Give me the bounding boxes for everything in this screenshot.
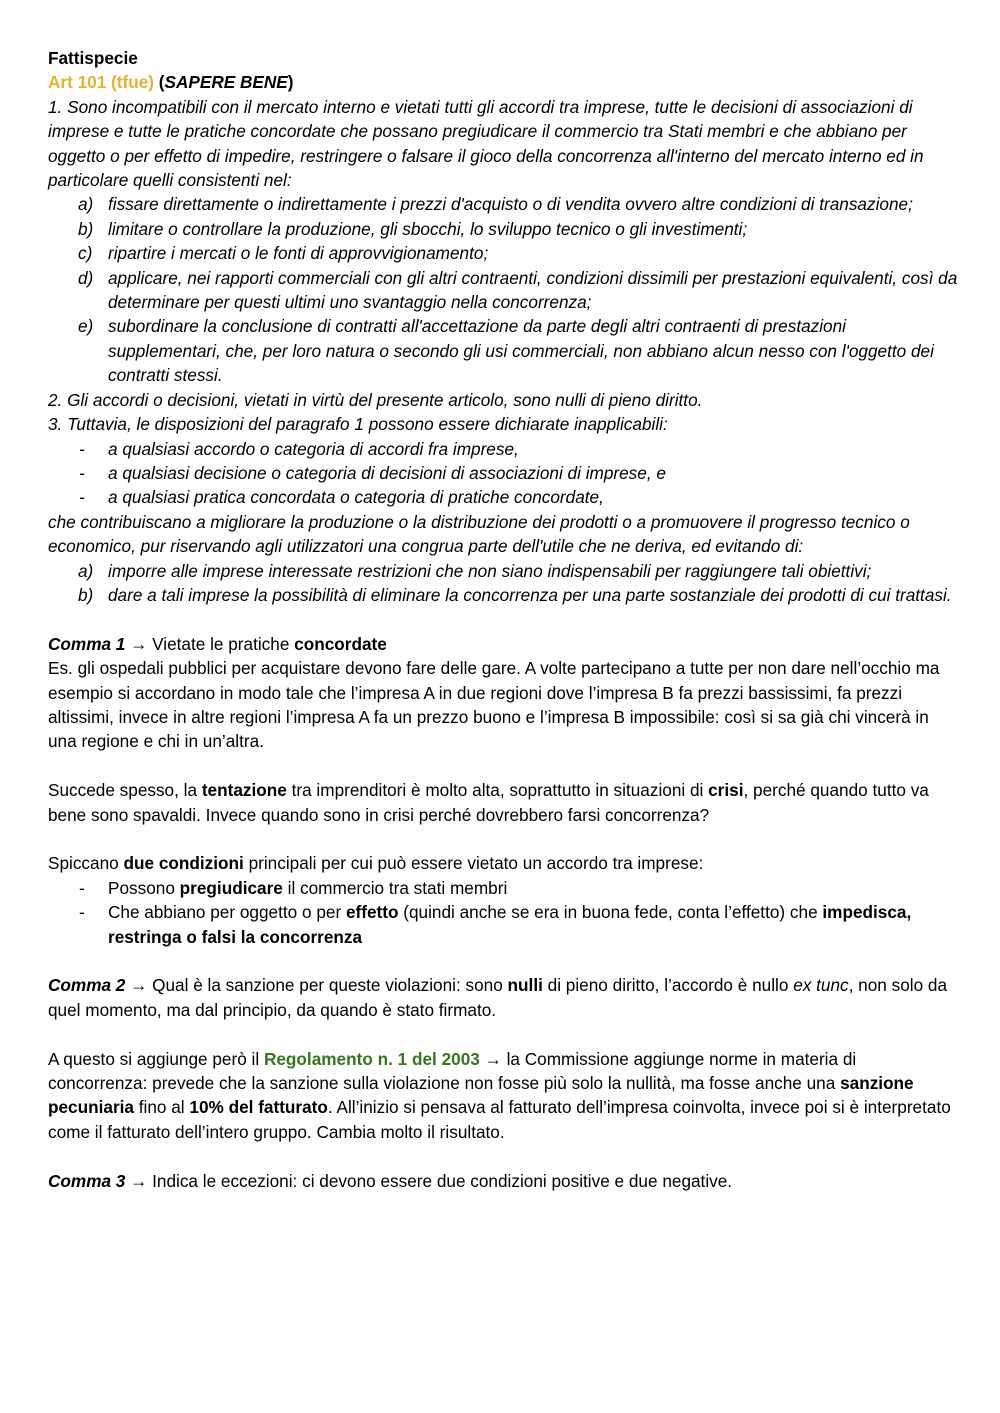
temptation-paragraph: Succede spesso, la tentazione tra imprenditori è molto alta, soprattutto in situazioni di crisi, perché quando tutto va bene sono spavaldi. Invece quando sono in crisi perché dovrebbero farsi concorrenza? [48,780,929,825]
list-item [48,217,958,241]
section-heading: Fattispecie [48,48,138,68]
list-marker: c) [78,243,93,264]
list-item [48,559,958,583]
paragraph-2: 2. Gli accordi o decisioni, vietati in virtù del presente articolo, sono nulli di pieno diritto. [48,389,703,410]
comma-1-heading: Comma 1 → Vietate le pratiche concordate [48,633,387,654]
list-item [48,314,958,387]
list-item [48,241,958,265]
comma-2-paragraph: Comma 2 → Qual è la sanzione per queste violazioni: sono nulli di pieno diritto, l’accordo è nullo ex tunc, non solo da quel momento, ma dal principio, da quando è stato firmato. [48,975,948,1020]
list-item [48,583,958,607]
article-list-3 [48,559,958,608]
list-text: a qualsiasi accordo o categoria di accordi fra imprese, [108,438,519,459]
article-name: Art 101 (tfue) [48,72,155,93]
list-text: subordinare la conclusione di contratti all'accettazione da parte degli altri contraenti di prestazioni supplementari, che, per loro natura o secondo gli usi commerciali, non abbiano alcun nesso con l'oggetto dei contratti stessi. [108,316,934,386]
list-item: - Che abbiano per oggetto o per effetto (quindi anche se era in buona fede, conta l’effetto) che impedisca, restringa o falsi la concorrenza [79,902,912,947]
list-marker: e) [78,316,94,337]
list-item [48,461,958,485]
article-list-1 [48,192,958,387]
comma-3-paragraph: Comma 3 → Indica le eccezioni: ci devono essere due condizioni positive e due negative. [48,1170,733,1191]
list-item: - Possono pregiudicare il commercio tra stati membri [79,877,508,898]
list-marker: a) [78,194,94,215]
list-text: imporre alle imprese interessate restrizioni che non siano indispensabili per raggiungere tali obiettivi; [108,560,872,581]
list-text: dare a tali imprese la possibilità di eliminare la concorrenza per una parte sostanziale dei prodotti di cui trattasi. [108,584,952,605]
comma-1-label: Comma 1 [48,633,126,654]
list-marker: - [79,462,85,483]
list-text: limitare o controllare la produzione, gli sbocchi, lo sviluppo tecnico o gli investimenti; [108,218,748,239]
list-item [48,437,958,461]
list-text: ripartire i mercati o le fonti di approvvigionamento; [108,243,489,264]
list-marker: b) [78,584,94,605]
paragraph-4: che contribuiscano a migliorare la produzione o la distribuzione dei prodotti o a promuovere il progresso tecnico o economico, pur riservando agli utilizzatori una congrua parte dell'utile che ne deriva, ed evitando di: [48,511,910,557]
document-page [48,46,958,1193]
list-text: applicare, nei rapporti commerciali con gli altri contraenti, condizioni dissimili per prestazioni equivalenti, così da determinare per questi ultimi uno svantaggio nella concorrenza; [108,267,958,313]
list-text: fissare direttamente o indirettamente i prezzi d'acquisto o di vendita ovvero altre condizioni di transazione; [108,194,913,215]
conditions-intro: Spiccano due condizioni principali per cui può essere vietato un accordo tra imprese: [48,853,704,874]
article-list-2 [48,437,958,510]
list-marker: d) [78,267,94,288]
comma-1-example: Es. gli ospedali pubblici per acquistare devono fare delle gare. A volte partecipano a tutte per non dare nell’occhio ma esempio si accordano in modo tale che l’impresa A in due regioni dove l’impresa B fa prezzi bassissimi, fa prezzi altissimi, invece in altre regioni l’impresa A fa un prezzo buono e l’impresa B impossibile: così si sa già chi vincerà in una regione e chi in un’altra. [48,658,940,752]
article-note: SAPERE BENE [164,72,288,93]
regolamento-paragraph: A questo si aggiunge però il Regolamento n. 1 del 2003 → la Commissione aggiunge norme in materia di concorrenza: prevede che la sanzione sulla violazione non fosse più solo la nullità, ma fosse anche una sanzione pecuniaria fino al 10% del fatturato. All’inizio si pensava al fatturato dell’impresa coinvolta, invece poi si è interpretato come il fatturato dell’intero gruppo. Cambia molto il risultato. [48,1048,951,1142]
list-item [48,192,958,216]
list-text: a qualsiasi pratica concordata o categoria di pratiche concordate, [108,487,604,508]
article-text [48,95,958,608]
list-text: a qualsiasi decisione o categoria di decisioni di associazioni di imprese, e [108,462,666,483]
comma-3-label: Comma 3 [48,1170,126,1191]
paragraph-1: 1. Sono incompatibili con il mercato interno e vietati tutti gli accordi tra imprese, tutte le decisioni di associazioni di imprese e tutte le pratiche concordate che possano pregiudicare il commercio tra Stati membri e che abbiano per oggetto o per effetto di impedire, restringere o falsare il gioco della concorrenza all'interno del mercato interno ed in particolare quelli consistenti nel: [48,96,924,191]
list-item [48,266,958,315]
list-marker: - [79,487,85,508]
paragraph-3: 3. Tuttavia, le disposizioni del paragrafo 1 possono essere dichiarate inapplicabili: [48,414,668,435]
list-marker: a) [78,560,94,581]
conditions-list [48,876,958,949]
regolamento-link[interactable]: Regolamento n. 1 del 2003 [263,1048,480,1069]
list-marker: b) [78,218,94,239]
list-item [48,485,958,509]
list-marker: - [79,438,85,459]
article-title: Art 101 (tfue) (SAPERE BENE) [48,72,294,93]
comma-2-label: Comma 2 [48,975,126,996]
